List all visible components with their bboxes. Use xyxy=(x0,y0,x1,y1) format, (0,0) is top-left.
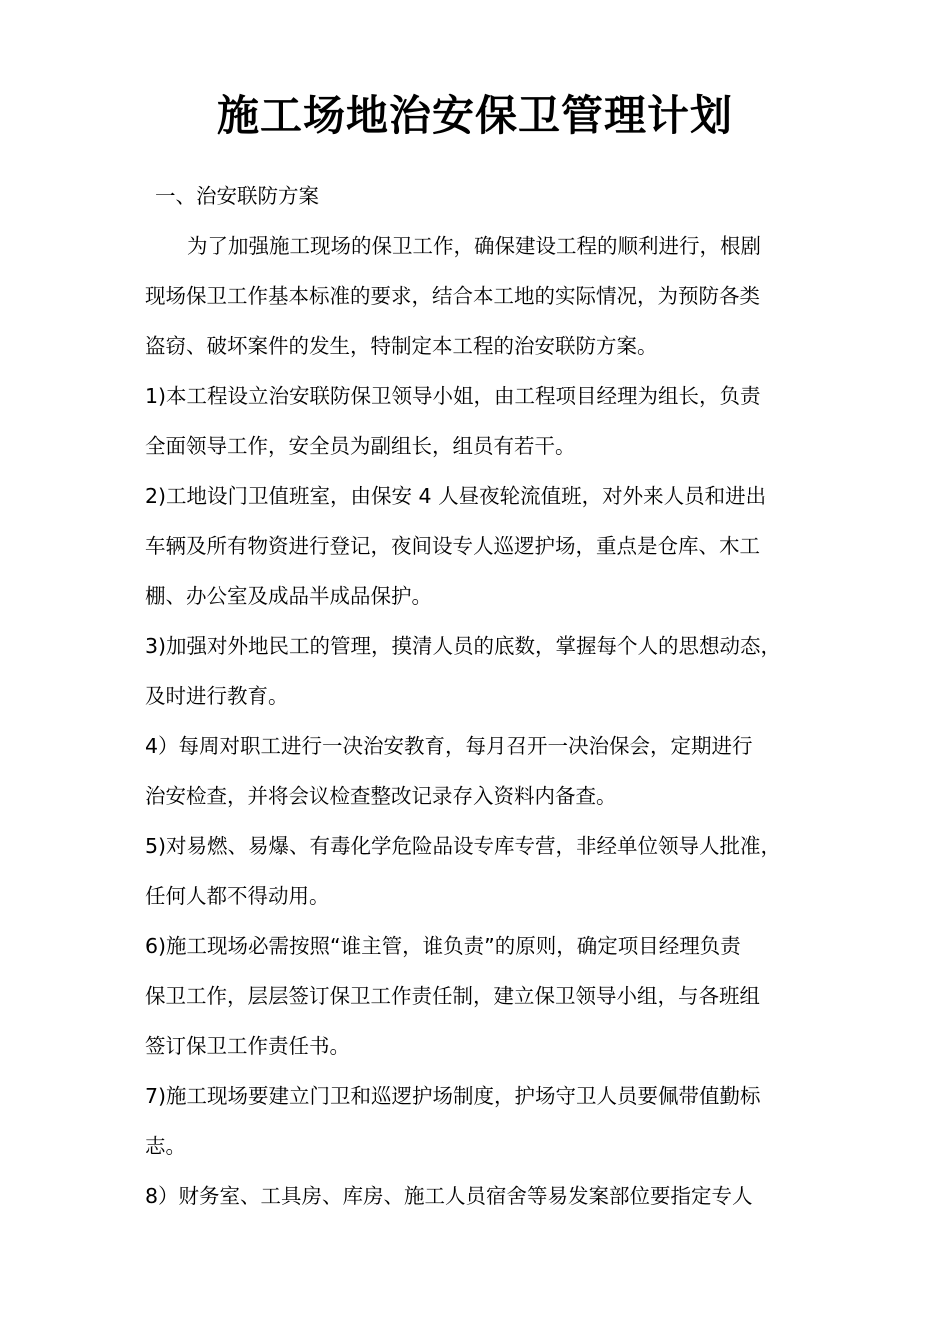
list-item-1-line: 全面领导工作，安全员为副组长，组员有若干。 xyxy=(145,434,576,458)
section-heading: 一、治安联防方案 xyxy=(155,184,319,208)
paragraph-line: 为了加强施工现场的保卫工作，确保建设工程的顺利进行，根剧 xyxy=(187,234,761,258)
paragraph-line: 现场保卫工作基本标准的要求，结合本工地的实际情况，为预防各类 xyxy=(145,284,760,308)
document-title: 施工场地治安保卫管理计划 xyxy=(216,91,733,140)
list-item-5-line: 5)对易燃、易爆、有毒化学危险品设专库专营，非经单位领导人批准， xyxy=(145,834,782,858)
list-item-6-line: 6)施工现场必需按照“谁主管，谁负责”的原则，确定项目经理负责 xyxy=(145,934,741,958)
list-item-5-line: 任何人都不得动用。 xyxy=(145,884,330,908)
list-item-3-line: 3)加强对外地民工的管理，摸清人员的底数，掌握每个人的思想动态， xyxy=(145,634,782,658)
list-item-2-line: 车辆及所有物资进行登记，夜间设专人巡逻护场，重点是仓库、木工 xyxy=(145,534,760,558)
list-item-3-line: 及时进行教育。 xyxy=(145,684,289,708)
list-item-4-line: 4）每周对职工进行一决治安教育，每月召开一决治保会，定期进行 xyxy=(145,734,753,758)
list-item-6-line: 保卫工作，层层签订保卫工作责任制，建立保卫领导小组，与各班组 xyxy=(145,984,760,1008)
list-item-8-line: 8）财务室、工具房、库房、施工人员宿舍等易发案部位要指定专人 xyxy=(145,1184,753,1208)
list-item-1-line: 1)本工程设立治安联防保卫领导小姐，由工程项目经理为组长，负责 xyxy=(145,384,761,408)
paragraph-line: 盗窃、破坏案件的发生，特制定本工程的治安联防方案。 xyxy=(145,334,658,358)
list-item-6-line: 签订保卫工作责任书。 xyxy=(145,1034,350,1058)
list-item-2-line: 2)工地设门卫值班室，由保安 4 人昼夜轮流值班，对外来人员和进出 xyxy=(145,484,767,508)
list-item-7-line: 志。 xyxy=(145,1134,186,1158)
list-item-2-line: 棚、办公室及成品半成品保护。 xyxy=(145,584,432,608)
list-item-7-line: 7)施工现场要建立门卫和巡逻护场制度，护场守卫人员要佩带值勤标 xyxy=(145,1084,761,1108)
list-item-4-line: 治安检查，并将会议检查整改记录存入资料内备查。 xyxy=(145,784,617,808)
